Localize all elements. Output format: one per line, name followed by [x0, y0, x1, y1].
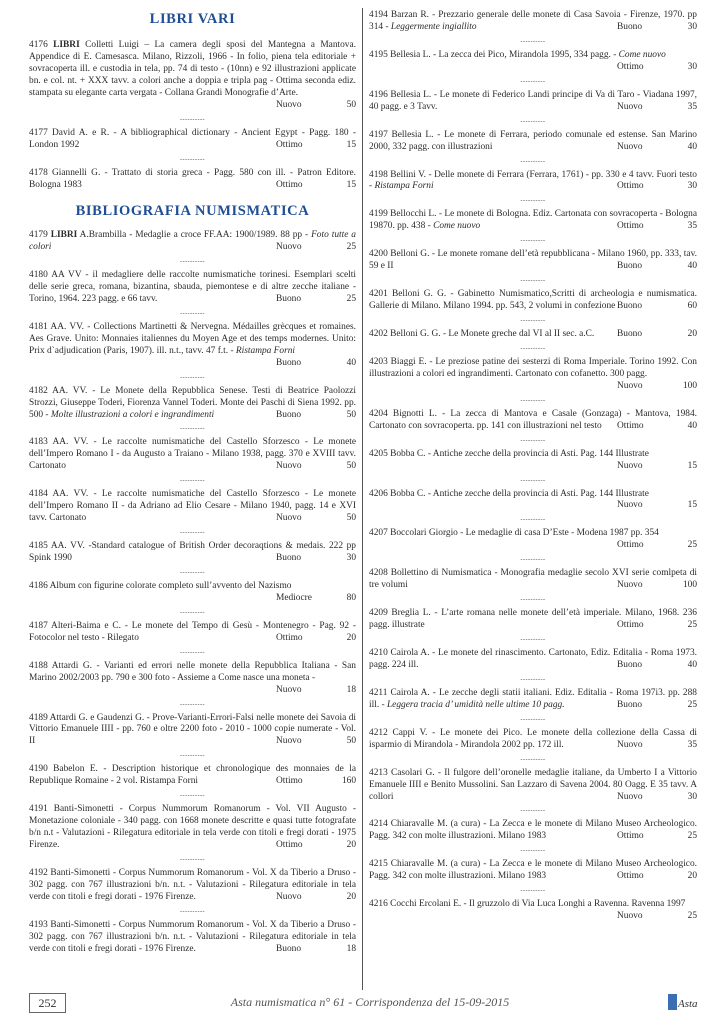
lot-description: 4176 LIBRI Colletti Luigi – La camera degli sposi del Mantegna a Mantova. Appendice di E. Camesasca. Milano, Rizzoli, 1966 - In folio, piena tela editoriale + sovracoperta ill. e custodia in tela, pp. 74 di testo - (10nn) e 92 illustrazioni applicate bn. e col. nt. + XXX tavv. a colori anche a doppia e tripla pag - Ottima seconda ediz. stampata su elegante carta vergata - Collana Grandi Monografie d’Arte.	[29, 40, 356, 99]
lot-description: 4183 AA. VV. - Le raccolte numismatiche del Castello Sforzesco - Le monete dell’Impero Romano I - da Augusto a Traiano - Milano 1938, pagg. 370 e XVIII tavv. Cartonato	[29, 437, 356, 472]
lot-grade-price	[617, 540, 697, 552]
lot-description: 4208 Bollettino di Numismatica - Monografia medaglie secolo XVI serie comlpeta di tre volumi	[369, 568, 697, 591]
lot-separator: ----------	[180, 530, 205, 537]
lot-grade-price	[276, 461, 356, 473]
lot-grade-price	[617, 461, 697, 473]
lot-price: 40	[687, 261, 697, 272]
lot-price: 60	[687, 301, 697, 312]
lot-entry	[369, 449, 697, 473]
lot-price: 20	[346, 891, 356, 902]
section-heading-bibliografia: BIBLIOGRAFIA NUMISMATICA	[75, 202, 310, 219]
lot-grade-price	[617, 792, 697, 804]
lot-entry	[29, 804, 356, 852]
lot-description: 4215 Chiaravalle M. (a cura) - La Zecca e le monete di Milano Museo Archeologico. Pagg. 342 con molte illustrazioni. Milano 1983	[369, 859, 697, 882]
lot-description: 4214 Chiaravalle M. (a cura) - La Zecca e le monete di Milano Museo Archeologico. Pagg. 342 con molte illustrazioni. Milano 1983	[369, 819, 697, 842]
lot-separator: ----------	[520, 676, 546, 683]
lot-grade-price	[617, 261, 697, 273]
lot-grade: Ottimo	[276, 139, 303, 150]
lot-entry	[369, 249, 697, 273]
lot-grade: Ottimo	[617, 61, 644, 72]
lot-price: 25	[687, 699, 697, 710]
lot-grade-price	[617, 500, 697, 512]
lot-entry	[369, 899, 697, 923]
lot-grade-price	[276, 242, 356, 254]
lot-separator: ----------	[520, 808, 546, 815]
libri-vari-list	[29, 40, 356, 191]
lot-grade: Buono	[617, 261, 643, 272]
section-heading-libri-vari: LIBRI VARI	[149, 11, 236, 27]
lot-price: 100	[682, 580, 697, 591]
lot-entry	[29, 386, 356, 422]
lot-description: 4204 Bignotti L. - La zecca di Mantova e Casale (Gonzaga) - Mantova, 1984. Cartonato con sovracoperta. pp. 141 con illustrazioni nel testo	[369, 408, 697, 431]
lot-entry	[29, 489, 356, 525]
lot-price: 30	[687, 21, 697, 32]
lot-price: 30	[687, 791, 697, 802]
lot-entry	[29, 230, 356, 254]
lot-grade: Nuovo	[276, 242, 302, 253]
lot-price: 30	[346, 553, 356, 563]
lot-price: 25	[687, 911, 697, 922]
lot-entry	[369, 50, 697, 74]
lot-grade-price	[617, 871, 697, 883]
lot-grade: Nuovo	[617, 739, 643, 750]
lot-description: 4207 Boccolari Giorgio - Le medaglie di casa D’Este - Modena 1987 pp. 354	[369, 528, 659, 539]
lot-price: 25	[346, 293, 356, 304]
lot-entry	[29, 437, 356, 473]
lot-grade: Ottimo	[617, 831, 644, 842]
lot-grade: Nuovo	[276, 736, 302, 747]
lot-separator: ----------	[520, 517, 546, 524]
lot-grade-price	[276, 100, 356, 112]
lot-grade-price	[276, 593, 356, 605]
lot-grade-price	[617, 181, 697, 193]
lot-price: 80	[346, 592, 356, 603]
lot-description: 4180 AA VV - il medagliere delle raccolte numismatiche torinesi. Esemplari scelti delle serie greca, romana, bizantina, sbauda, piemontese e di altre zecche italiane - Torino, 1964. 223 pagg. e 66 tavv.	[29, 270, 356, 304]
lot-price: 35	[687, 739, 697, 750]
lot-separator: ----------	[520, 278, 546, 285]
lot-grade: Ottimo	[617, 620, 644, 631]
lot-grade: Nuovo	[617, 141, 643, 152]
lot-price: 15	[687, 500, 697, 511]
lot-grade: Mediocre	[276, 592, 312, 603]
lot-price: 15	[687, 460, 697, 471]
lot-entry	[369, 489, 697, 513]
lot-grade-price	[617, 620, 697, 632]
lot-entry	[369, 728, 697, 752]
lot-grade-price	[276, 736, 356, 748]
lot-grade: Ottimo	[276, 840, 303, 850]
lot-price: 15	[346, 179, 356, 190]
lot-separator: ----------	[180, 753, 205, 760]
lot-grade: Nuovo	[276, 891, 302, 902]
lot-grade: Nuovo	[617, 791, 643, 802]
lot-price: 50	[346, 409, 356, 420]
numismatica-list	[29, 230, 356, 955]
lot-grade-price	[617, 301, 697, 313]
lot-entry	[369, 130, 697, 154]
lot-entry	[369, 819, 697, 843]
lot-entry	[369, 859, 697, 883]
lot-description: 4195 Bellesia L. - La zecca dei Pico, Mirandola 1995, 334 pagg. - Come nuovo	[369, 49, 666, 60]
lot-grade: Buono	[276, 409, 302, 420]
lot-grade: Ottimo	[617, 181, 644, 192]
lot-grade-price	[617, 221, 697, 233]
lot-price: 35	[687, 221, 697, 232]
lot-grade: Buono	[276, 357, 302, 368]
lot-description: 4186 Album con figurine colorate completo sull’avvento del Nazismo	[29, 580, 292, 591]
numismatica-list-continued	[369, 10, 697, 923]
lot-grade-price	[276, 180, 356, 192]
lot-description: 4181 AA. VV. - Collections Martinetti & Nervegna. Médailles grècques et romaines. Aes Grave. Unito: Monnaies italiennes du Moyen Age et des temps modernes. Unito: Prix d`adjudication (Paris, 1907). ill. n.t., tavv. 47 f.t. - Ristampa Forni	[29, 321, 356, 356]
lot-grade-price	[617, 142, 697, 154]
lot-grade-price	[617, 102, 697, 114]
lot-separator: ----------	[180, 856, 205, 863]
lot-price: 20	[687, 871, 697, 882]
lot-entry	[29, 541, 356, 565]
lot-separator: ----------	[520, 158, 546, 165]
lot-entry	[369, 90, 697, 114]
lot-grade: Buono	[276, 553, 302, 563]
lot-price: 30	[687, 181, 697, 192]
lot-grade: Buono	[617, 301, 643, 312]
lot-description: 4206 Bobba C. - Antiche zecche della provincia di Asti. Pag. 144 Illustrate	[369, 488, 649, 499]
lot-description: 4196 Bellesia L. - Le monete di Federico Landi principe di Va di Taro - Viadana 1997, 40 pagg. e 3 Tavv.	[369, 89, 697, 112]
lot-grade: Nuovo	[276, 100, 302, 111]
lot-price: 20	[687, 329, 697, 339]
lot-separator: ----------	[180, 649, 205, 656]
lot-grade: Nuovo	[617, 380, 643, 391]
lot-grade-price	[276, 410, 356, 422]
lot-grade: Ottimo	[276, 179, 303, 190]
lot-entry	[29, 168, 356, 192]
lot-separator: ----------	[180, 701, 205, 708]
left-column	[29, 10, 356, 956]
lot-price: 40	[687, 141, 697, 152]
lot-separator: ----------	[180, 310, 205, 317]
lot-grade: Ottimo	[617, 540, 644, 551]
lot-grade: Buono	[617, 659, 643, 670]
lot-grade-price	[276, 513, 356, 525]
lot-entry	[29, 322, 356, 370]
lot-description: 4212 Cappi V. - Le monete dei Pico. Le monete della collezione della Cassa di isparmio di Mirandola - Mirandola 2002 pp. 172 ill.	[369, 727, 697, 750]
lot-description: 4194 Barzan R. - Prezzario generale delle monete di Casa Savoia - Firenze, 1970. pp 314 - Leggermente ingiallito	[369, 10, 697, 32]
lot-price: 50	[346, 513, 356, 524]
lot-description: 4191 Banti-Simonetti - Corpus Nummorum Romanorum - Vol. VII Augusto - Monetazione coloniale - 340 pagg. con 1668 monete descritte e quasi tutte fotografate b/n n.t - Valutazioni - Rilegatura editoriale in tela verde con titoli e fregi dorati - 1975 Firenze.	[29, 804, 356, 850]
lot-entry	[29, 581, 356, 605]
lot-price: 40	[346, 357, 356, 368]
lot-grade-price	[276, 892, 356, 904]
lot-price: 40	[687, 420, 697, 431]
lot-entry	[369, 170, 697, 194]
lot-separator: ----------	[520, 437, 546, 444]
lot-price: 20	[346, 632, 356, 643]
lot-grade-price	[617, 22, 697, 34]
lot-grade: Ottimo	[276, 632, 303, 643]
lot-entry	[29, 128, 356, 152]
lot-entry	[29, 764, 356, 788]
lot-grade-price	[617, 660, 697, 672]
lot-separator: ----------	[520, 38, 546, 45]
lot-description: 4209 Breglia L. - L’arte romana nelle monete dell’età imperiale. Milano, 1968. 236 pagg. illustrate	[369, 608, 697, 631]
lot-separator: ----------	[520, 118, 546, 125]
right-column	[369, 10, 697, 923]
lot-description: 4213 Casolari G. - Il fulgore dell’oronelle medaglie italiane, da Umberto I a Vittorio Emanuele IIII e Benito Mussolini. San Lazzaro di Savena 2004. 80 Oagg. E 35 tavv. A collori	[369, 767, 697, 802]
lot-description: 4216 Cocchi Ercolani E. - Il gruzzolo di Via Luca Longhi a Ravenna. Ravenna 1997	[369, 899, 686, 910]
lot-grade-price	[276, 358, 356, 370]
lot-grade: Nuovo	[617, 101, 643, 112]
lot-description: 4190 Babelon E. - Description historique et chronologique des monnaies de la Republique Romaine - 2 vol. Ristampa Forni	[29, 764, 356, 787]
lot-grade-price	[617, 381, 697, 393]
lot-grade: Nuovo	[617, 580, 643, 591]
lot-description: 4210 Cairola A. - Le monete del rinascimento. Cartonato, Ediz. Editalia - Roma 1973. pagg. 224 ill.	[369, 648, 697, 670]
lot-price: 25	[687, 831, 697, 842]
lot-grade-price	[617, 700, 697, 712]
lot-entry	[29, 920, 356, 956]
lot-separator: ----------	[520, 597, 546, 604]
footer-caption: Asta numismatica n° 61 - Corrispondenza del 15-09-2015	[230, 995, 510, 1009]
lot-description: 4184 AA. VV. - Le raccolte numismatiche del Castello Sforzesco - Le monete dell’Impero Romano II - da Adriano ad Elio Cesare - Milano 1940, pagg. 14 e XVI tavv. Cartonato	[29, 489, 356, 524]
lot-grade: Nuovo	[276, 684, 302, 695]
lot-entry	[29, 713, 356, 749]
lot-separator: ----------	[180, 793, 205, 800]
lot-separator: ----------	[180, 609, 205, 616]
lot-description: 4182 AA. VV. - Le Monete della Repubblica Senese. Testi di Beatrice Paolozzi Strozzi, Giuseppe Toderi, Fiorenza Vannel Toderi. Monte dei Paschi di Siena 1992. pp. 500 - Molte illustrazioni a colori e ingrandimenti	[29, 385, 356, 420]
lot-grade: Ottimo	[617, 871, 644, 882]
lot-price: 20	[346, 840, 356, 850]
lot-description: 4211 Cairola A. - Le zecche degli statii italiani. Ediz. Editalia - Roma 197i3. pp. 288 ill. - Leggera tracia d’ umidità nelle ultime 10 pagg.	[369, 687, 697, 710]
lot-entry	[369, 648, 697, 672]
lot-grade: Nuovo	[276, 513, 302, 524]
lot-separator: ----------	[180, 478, 205, 485]
lot-price: 25	[346, 242, 356, 253]
lot-grade: Buono	[617, 699, 643, 710]
lot-description: 4178 Giannelli G. - Trattato di storia greca - Pagg. 580 con ill. - Patron Editore. Bologna 1983	[29, 167, 356, 190]
lot-grade: Buono	[276, 943, 302, 954]
lot-description: 4193 Banti-Simonetti - Corpus Nummorum Romanorum - Vol. X da Tiberio a Druso - 302 pagg. con 767 illustrazioni b/n. n.t. - Valutazioni - Rilegatura editoriale in tela verde con titoli e fregi dorati - 1976 Firenze.	[29, 919, 356, 954]
lot-description: 4197 Bellesia L. - Le monete di Ferrara, periodo comunale ed estense. San Marino 2000, 332 pagg. con illustrazioni	[369, 129, 697, 152]
lot-separator: ----------	[520, 716, 546, 723]
lot-separator: ----------	[520, 477, 546, 484]
lot-separator: ----------	[180, 374, 205, 381]
lot-grade-price	[276, 944, 356, 956]
lot-price: 50	[346, 100, 356, 111]
lot-entry	[369, 209, 697, 233]
lot-price: 18	[346, 943, 356, 954]
lot-price: 160	[341, 776, 356, 787]
lot-grade: Ottimo	[276, 776, 303, 787]
lot-separator: ----------	[520, 78, 546, 85]
lot-grade: Ottimo	[617, 420, 644, 431]
lot-description: 4202 Belloni G. G. - Le Monete greche dal VI al II sec. a.C.	[369, 329, 595, 339]
lot-price: 25	[687, 540, 697, 551]
lot-price: 30	[687, 61, 697, 72]
lot-description: 4201 Belloni G. G. - Gabinetto Numismatico,Scritti di archeologia e numismatica. Gallerie di Milano. Milano 1994. pp. 543, 2 volumi in confezione	[369, 289, 697, 312]
asta-logo-icon	[668, 990, 698, 1014]
lot-description: 4185 AA. VV. -Standard catalogue of British Order decoraqtions & medais. 222 pp Spink 1990	[29, 541, 356, 563]
lot-description: 4198 Bellini V. - Delle monete di Ferrara (Ferrara, 1761) - pp. 330 e 4 tavv. Fuori testo - Ristampa Forni	[369, 169, 697, 192]
lot-separator: ----------	[520, 756, 546, 763]
lot-price: 50	[346, 461, 356, 472]
lot-entry	[369, 289, 697, 313]
lot-separator: ----------	[180, 259, 205, 266]
lot-separator: ----------	[520, 848, 546, 855]
lot-description: 4205 Bobba C. - Antiche zecche della provincia di Asti. Pag. 144 Illustrate	[369, 448, 649, 459]
lot-entry	[369, 10, 697, 34]
page-number: 252	[29, 993, 66, 1013]
lot-description: 4179 LIBRI A.Brambilla - Medaglie a croce FF.AA: 1900/1989. 88 pp - Foto tutte a colori	[29, 230, 356, 253]
lot-grade: Buono	[617, 329, 643, 339]
lot-description: 4189 Attardi G. e Gaudenzi G. - Prove-Varianti-Errori-Falsi nelle monete dei Savoia di Vittorio Emanuele IIII - pp. 760 e oltre 2200 foto - 2010 - 1000 copie numerate - Vol. II	[29, 712, 356, 747]
lot-price: 100	[682, 380, 697, 391]
lot-grade-price	[617, 421, 697, 433]
lot-grade: Nuovo	[276, 461, 302, 472]
lot-entry	[369, 357, 697, 393]
lot-description: 4187 Alteri-Baima e C. - Le monete del Tempo di Gesù - Montenegro - Pag. 92 - Fotocolor nel testo - Rilegato	[29, 620, 356, 643]
lot-description: 4177 David A. e R. - A bibliographical dictionary - Ancient Egypt - Pagg. 180 - London 1992	[29, 128, 356, 150]
lot-grade-price	[276, 553, 356, 565]
lot-description: 4199 Bellocchi L. - Le monete di Bologna. Ediz. Cartonata con sovracoperta - Bologna 19870. pp. 438 - Come nuovo	[369, 209, 697, 232]
lot-entry	[369, 768, 697, 804]
lot-separator: ----------	[520, 198, 546, 205]
lot-grade-price	[276, 294, 356, 306]
lot-entry	[29, 40, 356, 112]
lot-grade-price	[276, 776, 356, 788]
lot-entry	[369, 688, 697, 712]
lot-entry	[29, 868, 356, 904]
lot-description: 4192 Banti-Simonetti - Corpus Nummorum Romanorum - Vol. X da Tiberio a Druso - 302 pagg. con 767 illustrazioni b/n. n.t. - Valutazioni - Rilegatura editoriale in tela verde con titoli e fregi dorati - 1976 Firenze.	[29, 867, 356, 902]
lot-grade: Nuovo	[617, 460, 643, 471]
lot-price: 25	[687, 620, 697, 631]
lot-entry	[369, 528, 697, 552]
lot-separator: ----------	[520, 318, 546, 324]
lot-price: 15	[346, 139, 356, 150]
lot-price: 40	[687, 659, 697, 670]
lot-entry	[369, 409, 697, 433]
lot-price: 18	[346, 684, 356, 695]
lot-entry	[29, 621, 356, 645]
lot-entry	[369, 329, 697, 341]
lot-entry	[369, 568, 697, 592]
lot-grade: Buono	[617, 21, 643, 32]
lot-grade-price	[617, 580, 697, 592]
lot-separator: ----------	[520, 637, 546, 643]
lot-separator: ----------	[520, 557, 546, 564]
lot-separator: ----------	[180, 569, 205, 576]
svg-text:Asta: Asta	[678, 998, 698, 1010]
lot-separator: ----------	[520, 345, 546, 352]
lot-grade: Ottimo	[617, 221, 644, 232]
lot-separator: ----------	[180, 426, 205, 433]
lot-description: 4200 Belloni G. - Le monete romane dell’età repubblicana - Milano 1960, pp. 333, tav. 59 e II	[369, 249, 697, 272]
lot-grade: Buono	[276, 293, 302, 304]
lot-entry	[29, 661, 356, 697]
lot-separator: ----------	[180, 117, 205, 124]
lot-grade-price	[617, 911, 697, 923]
lot-grade-price	[617, 740, 697, 752]
lot-separator: ----------	[180, 156, 205, 163]
lot-entry	[369, 608, 697, 632]
column-divider	[362, 8, 363, 990]
lot-grade-price	[617, 831, 697, 843]
lot-separator: ----------	[180, 908, 205, 915]
lot-separator: ----------	[520, 238, 546, 245]
lot-grade: Nuovo	[617, 500, 643, 511]
lot-separator: ----------	[520, 888, 546, 895]
lot-description: 4188 Attardi G. - Varianti ed errori nelle monete della Repubblica Italiana - San Marino 2002/2003 pp. 790 e 300 foto - Assieme a Come nasce una moneta -	[29, 660, 356, 683]
lot-price: 50	[346, 736, 356, 747]
lot-separator: ----------	[520, 397, 546, 404]
lot-grade-price	[276, 685, 356, 697]
lot-entry	[29, 270, 356, 306]
lot-grade-price	[617, 329, 697, 341]
lot-grade-price	[276, 140, 356, 152]
lot-grade-price	[617, 62, 697, 74]
lot-price: 35	[687, 101, 697, 112]
lot-description: 4203 Biaggi E. - Le preziose patine dei sesterzi di Roma Imperiale. Torino 1992. Con illustrazioni a colori ed ingrandimenti. Cartonato con cofanetto. 300 pagg.	[369, 356, 697, 379]
lot-grade-price	[276, 840, 356, 852]
lot-grade: Nuovo	[617, 911, 643, 922]
lot-grade-price	[276, 633, 356, 645]
